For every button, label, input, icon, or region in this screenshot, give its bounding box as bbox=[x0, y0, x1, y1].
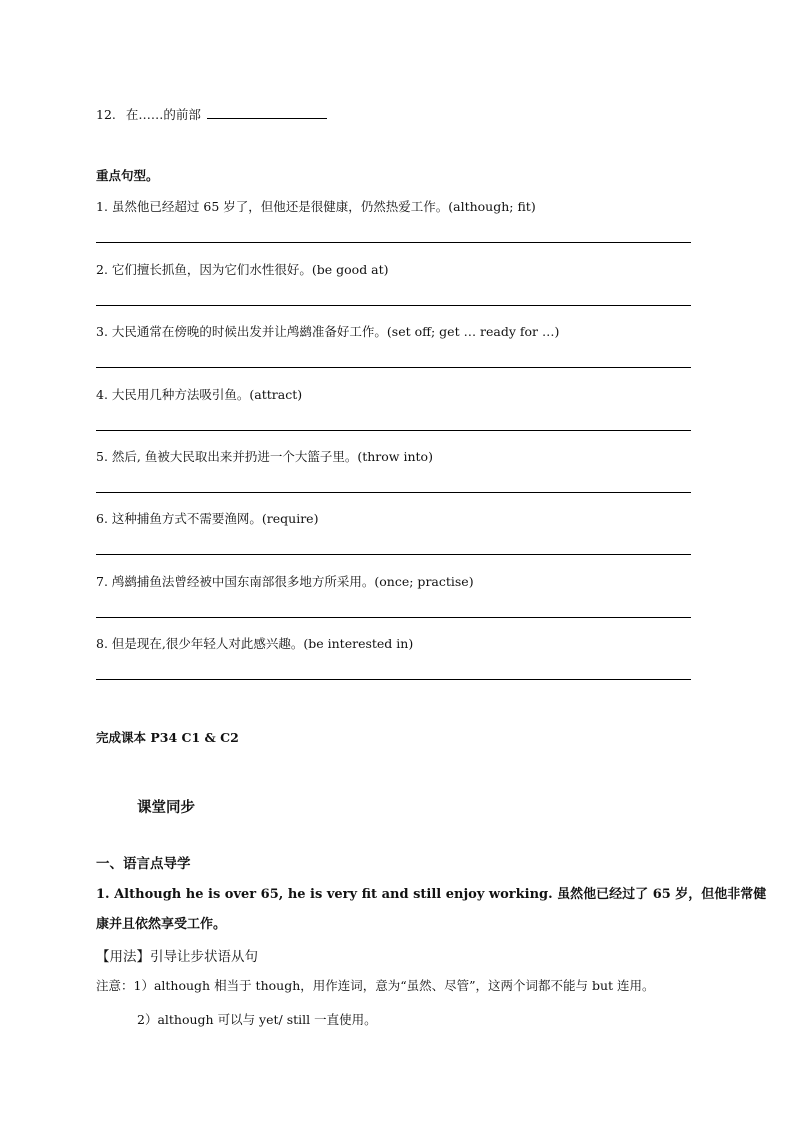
note-2: 2）although 可以与 yet/ still 一直使用。 bbox=[137, 1012, 377, 1027]
sentence-4: 4. 大民用几种方法吸引鱼。(attract) bbox=[96, 387, 303, 402]
class-sync-heading: 课堂同步 bbox=[137, 799, 195, 816]
sentence-7: 7. 鸬鹚捕鱼法曾经被中国东南部很多地方所采用。(once; practise) bbox=[96, 574, 474, 589]
sentence-3: 3. 大民通常在傍晚的时候出发并让鸬鹚准备好工作。(set off; get … ready for …) bbox=[96, 324, 560, 339]
section-one-heading: 一、语言点导学 bbox=[96, 856, 191, 872]
sentence-2: 2. 它们擅长抓鱼，因为它们水性很好。(be good at) bbox=[96, 262, 389, 277]
answer-line-5[interactable] bbox=[96, 492, 691, 493]
vocab-item-12 bbox=[96, 105, 327, 123]
sentence-6: 6. 这种捕鱼方式不需要渔网。(require) bbox=[96, 511, 319, 526]
vocab-number: 12. bbox=[96, 107, 116, 122]
answer-line-4[interactable] bbox=[96, 430, 691, 431]
sentence-5: 5. 然后, 鱼被大民取出来并扔进一个大篮子里。(throw into) bbox=[96, 449, 433, 464]
vocab-answer-blank[interactable] bbox=[207, 106, 327, 119]
answer-line-2[interactable] bbox=[96, 305, 691, 306]
answer-line-6[interactable] bbox=[96, 554, 691, 555]
point-1-line-2: 康并且依然享受工作。 bbox=[96, 917, 227, 932]
vocab-text: 在……的前部 bbox=[125, 107, 201, 122]
answer-line-7[interactable] bbox=[96, 617, 691, 618]
sentence-8: 8. 但是现在,很少年轻人对此感兴趣。(be interested in) bbox=[96, 636, 414, 651]
usage-note: 【用法】引导让步状语从句 bbox=[96, 949, 258, 965]
answer-line-3[interactable] bbox=[96, 367, 691, 368]
note-1: 注意：1）although 相当于 though，用作连词，意为“虽然、尽管”，这两个词都不能与 but 连用。 bbox=[96, 978, 655, 993]
answer-line-1[interactable] bbox=[96, 242, 691, 243]
answer-line-8[interactable] bbox=[96, 679, 691, 680]
point-1-line-1: 1. Although he is over 65, he is very fit and still enjoy working. 虽然他已经过了 65 岁，但他非常健 bbox=[96, 887, 767, 902]
key-sentences-heading: 重点句型。 bbox=[96, 168, 159, 183]
textbook-task: 完成课本 P34 C1 & C2 bbox=[96, 730, 239, 745]
sentence-1: 1. 虽然他已经超过 65 岁了，但他还是很健康，仍然热爱工作。(although; fit) bbox=[96, 199, 536, 214]
